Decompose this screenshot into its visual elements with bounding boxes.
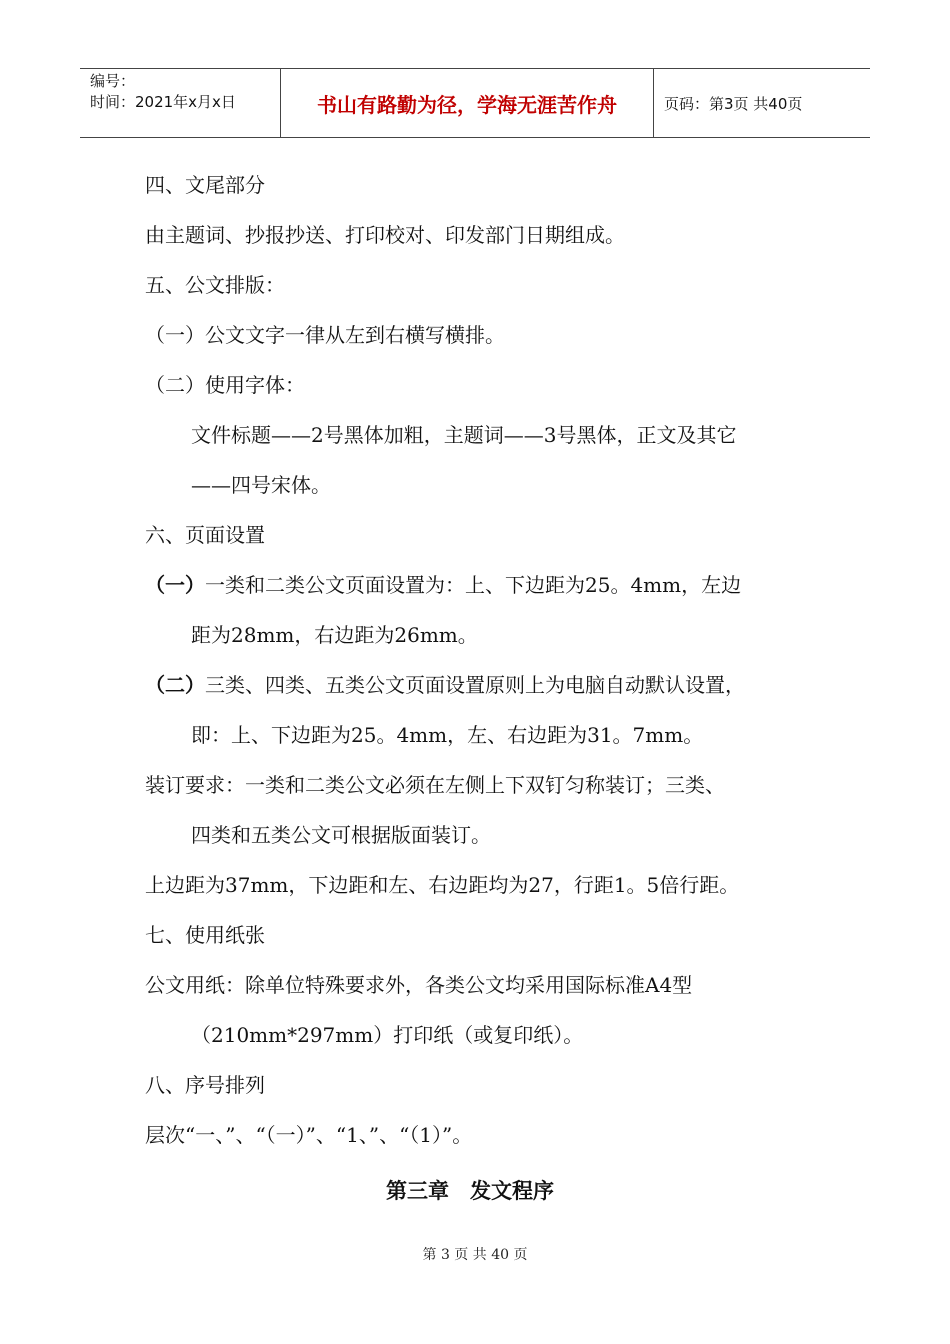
paragraph xyxy=(145,660,835,710)
chapter-title: 第三章 发文程序 xyxy=(386,1179,554,1203)
paragraph xyxy=(145,560,835,610)
section-heading: 四、文尾部分 xyxy=(145,173,265,197)
section-heading: 八、序号排列 xyxy=(145,1073,265,1097)
paragraph: 层次“一、”、“（一）”、“1、”、“（1）”。 xyxy=(145,1123,473,1147)
paragraph: 即：上、下边距为25。4mm，左、右边距为31。7mm。 xyxy=(191,723,704,747)
paragraph: 文件标题——2号黑体加粗，主题词——3号黑体，正文及其它 xyxy=(191,423,737,447)
paragraph: 装订要求：一类和二类公文必须在左侧上下双钉匀称装订；三类、 xyxy=(145,773,725,797)
paragraph: 距为28mm，右边距为26mm。 xyxy=(191,623,478,647)
header-page-number: 页码：第3页 共40页 xyxy=(664,94,803,113)
paragraph: 由主题词、抄报抄送、打印校对、印发部门日期组成。 xyxy=(145,223,625,247)
document-body xyxy=(145,160,835,1216)
section-heading: 七、使用纸张 xyxy=(145,923,265,947)
section-heading: 六、页面设置 xyxy=(145,523,265,547)
document-date: 时间：2021年x月x日 xyxy=(90,93,236,111)
document-number: 编号： xyxy=(90,72,136,90)
page-header xyxy=(80,68,870,138)
paragraph: （二）使用字体： xyxy=(145,373,305,397)
list-marker: （二） xyxy=(145,673,205,697)
paragraph: ——四号宋体。 xyxy=(191,473,331,497)
header-motto: 书山有路勤为径，学海无涯苦作舟 xyxy=(281,69,654,137)
paragraph: （210mm*297mm）打印纸（或复印纸）。 xyxy=(191,1023,584,1047)
header-info xyxy=(80,69,281,137)
paragraph: 公文用纸：除单位特殊要求外，各类公文均采用国际标准A4型 xyxy=(145,973,693,997)
paragraph-text: 三类、四类、五类公文页面设置原则上为电脑自动默认设置， xyxy=(205,673,745,697)
list-marker: （一） xyxy=(145,573,205,597)
paragraph-text: 一类和二类公文页面设置为：上、下边距为25。4mm，左边 xyxy=(205,573,742,597)
section-heading: 五、公文排版： xyxy=(145,273,285,297)
paragraph: 上边距为37mm，下边距和左、右边距均为27，行距1。5倍行距。 xyxy=(145,873,740,897)
paragraph: 四类和五类公文可根据版面装订。 xyxy=(191,823,491,847)
paragraph: （一）公文文字一律从左到右横写横排。 xyxy=(145,323,505,347)
page-footer: 第 3 页 共 40 页 xyxy=(422,1247,528,1263)
